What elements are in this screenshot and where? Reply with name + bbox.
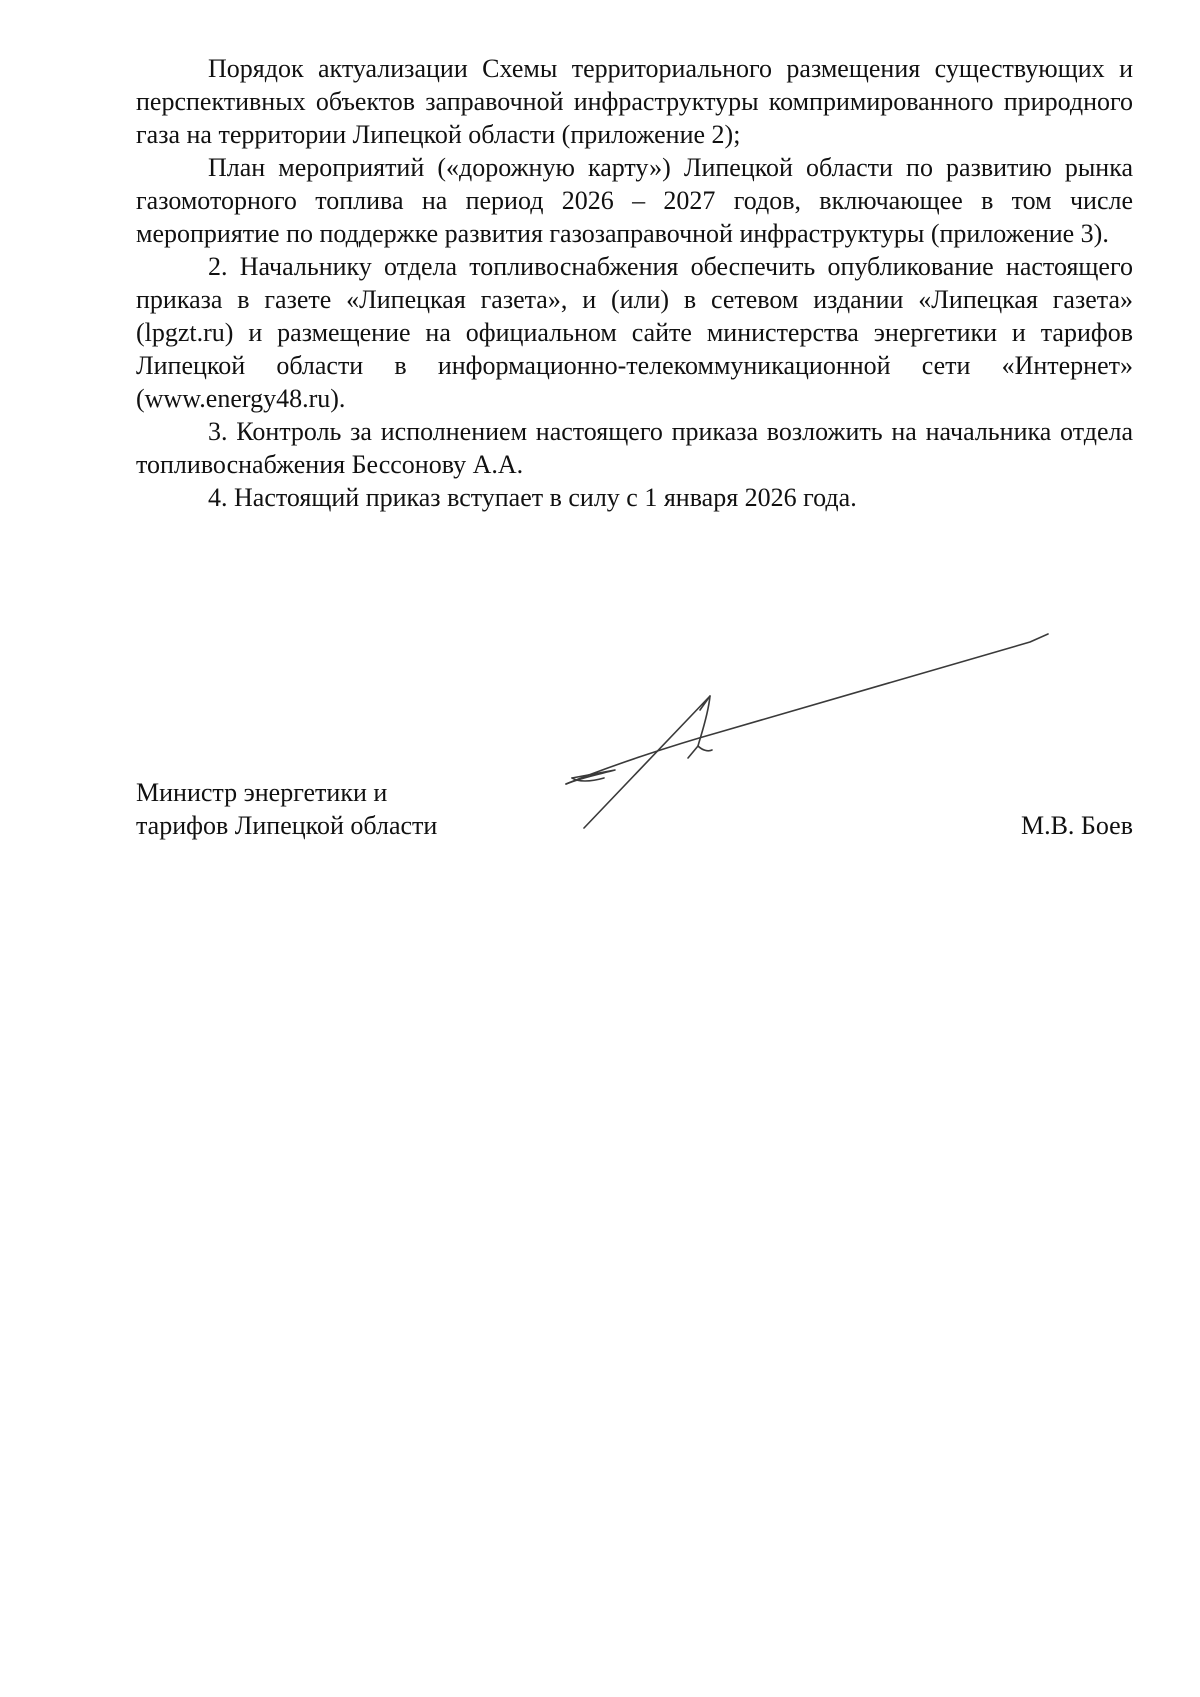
signer-title-line-2: тарифов Липецкой области [136,811,438,840]
signer-title [136,776,496,842]
paragraph-annex-2: Порядок актуализации Схемы территориального размещения существующих и перспективных объектов заправочной инфраструктуры компримированного природного газа на территории Липецкой области (приложение 2); [136,54,1133,149]
paragraph-item-4: 4. Настоящий приказ вступает в силу с 1 января 2026 года. [208,483,857,512]
document-body [136,52,1133,514]
signer-name: М.В. Боев [1020,811,1133,840]
paragraph-item-2: 2. Начальнику отдела топливоснабжения обеспечить опубликование настоящего приказа в газете «Липецкая газета», и (или) в сетевом издании «Липецкая газета» (lpgzt.ru) и размещение на официальном сайте министерства энергетики и тарифов Липецкой области в информационно-телекоммуникационной сети «Интернет» (www.energy48.ru). [136,252,1133,413]
signature-block [136,776,1133,896]
paragraph-item-3: 3. Контроль за исполнением настоящего приказа возложить на начальника отдела топливоснабжения Бессонову А.А. [136,417,1133,479]
paragraph-annex-3: План мероприятий («дорожную карту») Липецкой области по развитию рынка газомоторного топлива на период 2026 – 2027 годов, включающее в том числе мероприятие по поддержке развития газозаправочной инфраструктуры (приложение 3). [136,153,1133,248]
signer-title-line-1: Министр энергетики и [136,778,388,807]
